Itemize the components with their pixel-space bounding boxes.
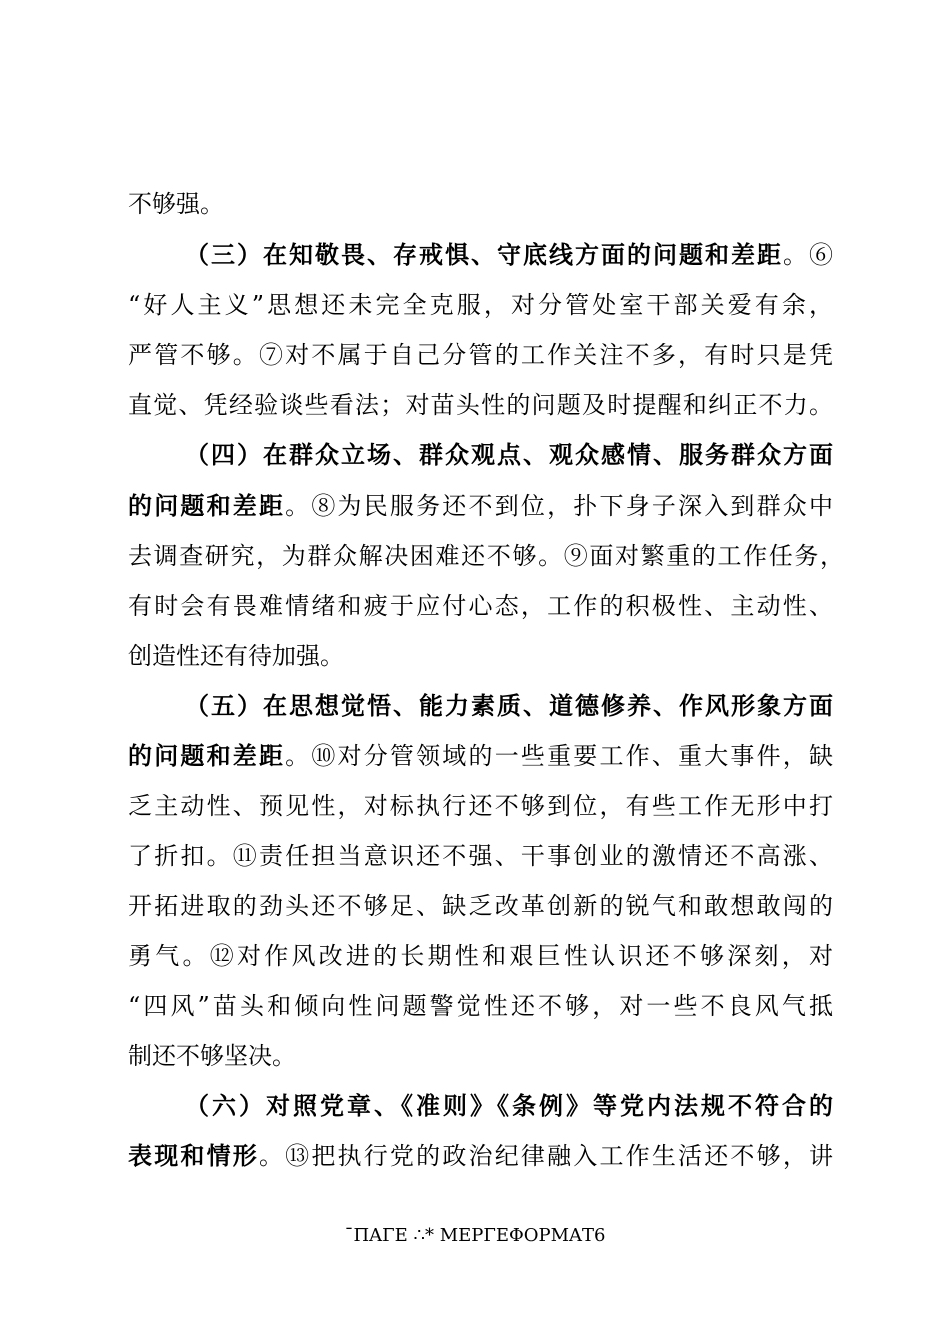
line-text: 创造性还有待加强。 [128, 642, 344, 670]
paragraph-line [128, 536, 844, 576]
line-text: 。⑥ [783, 241, 833, 269]
paragraph-line [128, 1036, 833, 1076]
paragraph-line [128, 285, 833, 325]
line-text: 。⑧为民服务还不到位，扑下身子深入到群众中 [285, 492, 834, 520]
paragraph-line [128, 636, 833, 676]
paragraph-line [128, 385, 833, 425]
paragraph-line [128, 886, 833, 926]
heading-text: （四）在群众立场、群众观点、观众感情、服务群众方面 [185, 440, 833, 469]
paragraph-line [128, 736, 833, 776]
heading-text: 表现和情形 [128, 1141, 259, 1170]
paragraph-line [128, 786, 833, 826]
line-text: 制还不够坚决。 [128, 1042, 296, 1070]
heading-text: （五）在思想觉悟、能力素质、道德修养、作风形象方面 [185, 691, 833, 720]
page-number-field: ˉΠΑΓΕ ∴* ΜΕΡΓΕΦΟΡΜΑΤ6 [344, 1225, 606, 1246]
heading-text: （六）对照党章、《准则》《条例》等党内法规不符合的 [185, 1091, 833, 1120]
section-heading-6 [185, 1086, 833, 1126]
paragraph-line [128, 836, 833, 876]
line-text: 严管不够。⑦对不属于自己分管的工作关注不多，有时只是凭 [128, 341, 833, 369]
line-text: 去调查研究，为群众解决困难还不够。⑨面对繁重的工作任务， [128, 542, 844, 570]
heading-text: 的问题和差距 [128, 491, 286, 520]
line-text: “好人主义”思想还未完全克服，对分管处室干部关爱有余， [128, 291, 833, 319]
paragraph-line [128, 986, 833, 1026]
line-text: 了折扣。⑪责任担当意识还不强、干事创业的激情还不高涨、 [128, 842, 833, 870]
line-text: 。⑬把执行党的政治纪律融入工作生活还不够，讲 [258, 1142, 834, 1170]
line-text: 乏主动性、预见性，对标执行还不够到位，有些工作无形中打 [128, 792, 833, 820]
line-text: “四风”苗头和倾向性问题警觉性还不够，对一些不良风气抵 [128, 992, 833, 1020]
section-heading-4 [185, 435, 833, 475]
section-heading-5 [185, 686, 833, 726]
paragraph-line [128, 1136, 833, 1176]
line-text: 开拓进取的劲头还不够足、缺乏改革创新的锐气和敢想敢闯的 [128, 892, 833, 920]
line-text: 有时会有畏难情绪和疲于应付心态，工作的积极性、主动性、 [128, 592, 833, 620]
paragraph-line [128, 335, 833, 375]
paragraph-line [128, 184, 833, 224]
paragraph-line [128, 586, 833, 626]
line-text: 直觉、凭经验谈些看法；对苗头性的问题及时提醒和纠正不力。 [128, 391, 833, 419]
line-text: 。⑩对分管领域的一些重要工作、重大事件，缺 [285, 742, 834, 770]
paragraph-line [128, 486, 833, 526]
line-text: 不够强。 [128, 190, 224, 218]
heading-text: （三）在知敬畏、存戒惧、守底线方面的问题和差距 [185, 240, 783, 269]
heading-text: 的问题和差距 [128, 741, 286, 770]
section-heading-3 [185, 235, 833, 275]
line-text: 勇气。⑫对作风改进的长期性和艰巨性认识还不够深刻，对 [128, 942, 833, 970]
paragraph-line [128, 936, 833, 976]
